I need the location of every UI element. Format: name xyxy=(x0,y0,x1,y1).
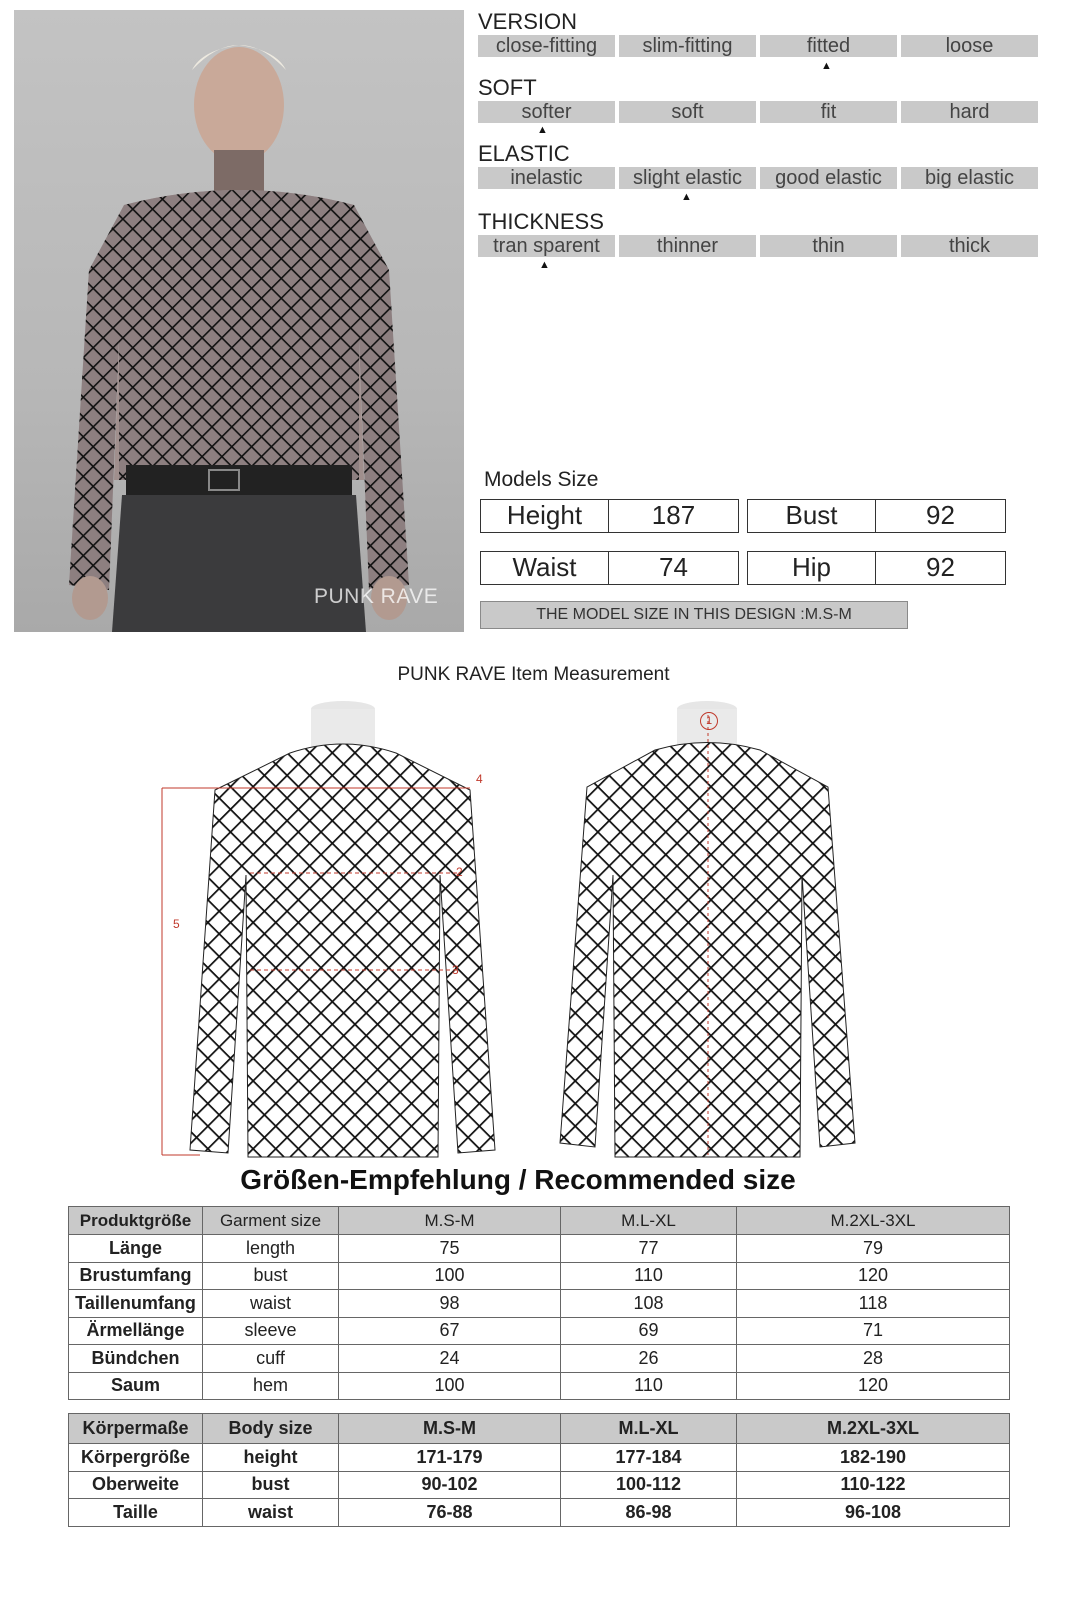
elastic-option: good elastic xyxy=(760,167,897,189)
table-cell: 79 xyxy=(737,1235,1010,1263)
table-cell: waist xyxy=(203,1290,339,1318)
table-cell: 110-122 xyxy=(737,1471,1010,1499)
table-cell: 96-108 xyxy=(737,1499,1010,1527)
soft-marker-icon: ▲ xyxy=(537,124,548,136)
table-cell: 24 xyxy=(339,1345,561,1373)
thickness-scale xyxy=(478,209,1038,271)
table-cell: hem xyxy=(203,1372,339,1400)
soft-option: hard xyxy=(901,101,1038,123)
table-row xyxy=(69,1372,1010,1400)
table-cell: Körpergröße xyxy=(69,1444,203,1472)
table-row xyxy=(69,1471,1010,1499)
table-cell: 98 xyxy=(339,1290,561,1318)
table-cell: 77 xyxy=(561,1235,737,1263)
soft-option: soft xyxy=(619,101,756,123)
hip-box xyxy=(747,551,1006,585)
table-cell: 67 xyxy=(339,1317,561,1345)
table-row xyxy=(69,1290,1010,1318)
table-cell: Länge xyxy=(69,1235,203,1263)
version-option: slim-fitting xyxy=(619,35,756,57)
table-cell: height xyxy=(203,1444,339,1472)
table-cell: 100 xyxy=(339,1372,561,1400)
thickness-marker-icon: ▲ xyxy=(539,259,550,271)
measurement-title: PUNK RAVE Item Measurement xyxy=(397,664,670,685)
elastic-title: ELASTIC xyxy=(478,141,570,166)
table-cell: 90-102 xyxy=(339,1471,561,1499)
table-row xyxy=(69,1317,1010,1345)
version-title: VERSION xyxy=(478,9,578,34)
elastic-option: big elastic xyxy=(901,167,1038,189)
table-header-row xyxy=(69,1207,1010,1235)
table-header: M.2XL-3XL xyxy=(737,1207,1010,1235)
table-cell: 120 xyxy=(737,1262,1010,1290)
table-cell: 110 xyxy=(561,1262,737,1290)
table-cell: 108 xyxy=(561,1290,737,1318)
height-label: Height xyxy=(481,500,609,532)
table-cell: Saum xyxy=(69,1372,203,1400)
brand-watermark: PUNK RAVE xyxy=(314,585,439,608)
garment-size-table xyxy=(68,1206,1010,1400)
height-box xyxy=(480,499,739,533)
marker-5: 5 xyxy=(173,917,180,931)
version-option: close-fitting xyxy=(478,35,615,57)
recommended-size-title: Größen-Empfehlung / Recommended size xyxy=(240,1164,796,1195)
version-option: loose xyxy=(901,35,1038,57)
model-photo xyxy=(14,10,464,632)
marker-1: 1 xyxy=(700,712,718,730)
table-header: Garment size xyxy=(203,1207,339,1235)
table-row xyxy=(69,1345,1010,1373)
table-row xyxy=(69,1444,1010,1472)
table-cell: 76-88 xyxy=(339,1499,561,1527)
table-cell: Taillenumfang xyxy=(69,1290,203,1318)
waist-box xyxy=(480,551,739,585)
hip-label: Hip xyxy=(748,552,876,584)
soft-title: SOFT xyxy=(478,75,537,100)
thickness-option: thick xyxy=(901,235,1038,257)
table-header: M.L-XL xyxy=(561,1414,737,1444)
table-cell: 69 xyxy=(561,1317,737,1345)
hip-value: 92 xyxy=(926,552,955,582)
thickness-title: THICKNESS xyxy=(478,209,604,234)
bust-box xyxy=(747,499,1006,533)
table-cell: Ärmellänge xyxy=(69,1317,203,1345)
table-cell: 71 xyxy=(737,1317,1010,1345)
table-cell: 182-190 xyxy=(737,1444,1010,1472)
table-row xyxy=(69,1235,1010,1263)
table-header: M.S-M xyxy=(339,1414,561,1444)
table-cell: bust xyxy=(203,1471,339,1499)
thickness-option: tran sparent xyxy=(478,235,615,257)
table-cell: bust xyxy=(203,1262,339,1290)
table-header: Produktgröße xyxy=(69,1207,203,1235)
table-cell: Brustumfang xyxy=(69,1262,203,1290)
model-figure xyxy=(14,10,464,632)
table-header: Körpermaße xyxy=(69,1414,203,1444)
version-marker-icon: ▲ xyxy=(821,60,832,72)
table-header: M.S-M xyxy=(339,1207,561,1235)
version-option: fitted xyxy=(760,35,897,57)
table-cell: 100-112 xyxy=(561,1471,737,1499)
table-cell: 26 xyxy=(561,1345,737,1373)
version-scale xyxy=(478,9,1038,72)
table-cell: Bündchen xyxy=(69,1345,203,1373)
table-header: M.2XL-3XL xyxy=(737,1414,1010,1444)
table-cell: 118 xyxy=(737,1290,1010,1318)
waist-value: 74 xyxy=(659,552,688,582)
table-header-row xyxy=(69,1414,1010,1444)
height-value: 187 xyxy=(651,500,696,530)
table-cell: Oberweite xyxy=(69,1471,203,1499)
table-cell: 28 xyxy=(737,1345,1010,1373)
waist-label: Waist xyxy=(481,552,609,584)
models-size-title: Models Size xyxy=(484,468,599,491)
table-cell: sleeve xyxy=(203,1317,339,1345)
garment-back-diagram xyxy=(530,695,890,1163)
models-size-row xyxy=(480,551,1006,585)
bust-value: 92 xyxy=(926,500,955,530)
soft-option: softer xyxy=(478,101,615,123)
table-header: M.L-XL xyxy=(561,1207,737,1235)
thickness-option: thin xyxy=(760,235,897,257)
table-cell: 100 xyxy=(339,1262,561,1290)
table-cell: 120 xyxy=(737,1372,1010,1400)
table-row xyxy=(69,1262,1010,1290)
table-cell: 86-98 xyxy=(561,1499,737,1527)
model-size-note: THE MODEL SIZE IN THIS DESIGN :M.S-M xyxy=(480,601,908,629)
table-cell: 75 xyxy=(339,1235,561,1263)
elastic-option: inelastic xyxy=(478,167,615,189)
soft-option: fit xyxy=(760,101,897,123)
table-row xyxy=(69,1499,1010,1527)
table-header: Body size xyxy=(203,1414,339,1444)
marker-2: 2 xyxy=(456,865,463,879)
table-cell: 110 xyxy=(561,1372,737,1400)
elastic-scale xyxy=(478,141,1038,203)
elastic-marker-icon: ▲ xyxy=(681,191,692,203)
models-size-row xyxy=(480,499,1006,533)
table-cell: Taille xyxy=(69,1499,203,1527)
marker-4: 4 xyxy=(476,772,483,786)
elastic-option: slight elastic xyxy=(619,167,756,189)
thickness-option: thinner xyxy=(619,235,756,257)
table-cell: 171-179 xyxy=(339,1444,561,1472)
marker-3: 3 xyxy=(452,963,459,977)
table-cell: 177-184 xyxy=(561,1444,737,1472)
bust-label: Bust xyxy=(748,500,876,532)
table-cell: cuff xyxy=(203,1345,339,1373)
body-size-table xyxy=(68,1413,1010,1527)
table-cell: waist xyxy=(203,1499,339,1527)
garment-front-diagram xyxy=(140,695,520,1163)
table-cell: length xyxy=(203,1235,339,1263)
soft-scale xyxy=(478,75,1038,136)
